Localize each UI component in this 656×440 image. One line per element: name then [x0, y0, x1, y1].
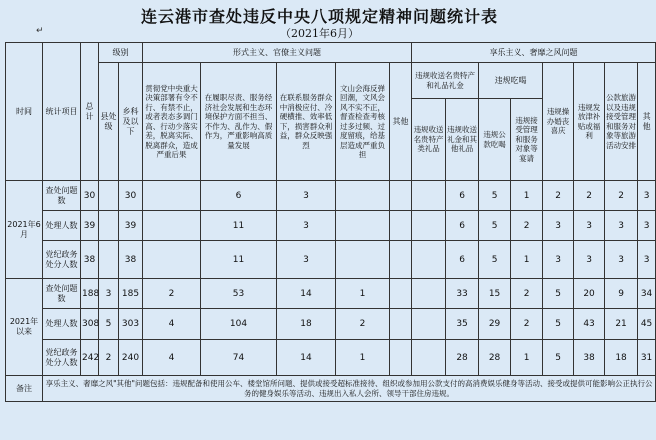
table-row	[6, 241, 656, 279]
header-eat-2: 违规接受管理和服务对象等宴请	[511, 99, 543, 181]
travel-cell: 21	[605, 309, 638, 340]
formalism-1-cell: 2	[143, 279, 201, 309]
travel-cell: 9	[605, 279, 638, 309]
header-eat-1: 违规公款吃喝	[479, 99, 511, 181]
header-formalism-other: 其他	[390, 63, 412, 181]
eat-2-cell: 2	[511, 211, 543, 241]
formalism-3-cell: 3	[277, 241, 336, 279]
wedding-cell: 3	[543, 241, 574, 279]
wedding-cell: 2	[543, 181, 574, 211]
formalism-4-cell	[336, 181, 390, 211]
formalism-other-cell	[390, 211, 412, 241]
total-cell: 39	[81, 211, 99, 241]
header-time: 时间	[6, 43, 43, 181]
hedonism-other-cell: 34	[638, 279, 656, 309]
eat-1-cell: 5	[479, 181, 511, 211]
header-gift-2: 违规收送礼金和其他礼品	[446, 99, 479, 181]
header-wedding: 违规操办婚丧喜庆	[543, 63, 574, 181]
county-level-cell	[99, 241, 119, 279]
formalism-4-cell: 1	[336, 279, 390, 309]
subsidy-cell: 3	[574, 241, 605, 279]
header-travel: 公款旅游以及违规接受管理和服务对象等旅游活动安排	[605, 63, 638, 181]
section-below-cell: 240	[119, 340, 143, 376]
formalism-3-cell: 14	[277, 340, 336, 376]
header-formalism-group: 形式主义、官僚主义问题	[143, 43, 412, 63]
eat-2-cell: 1	[511, 181, 543, 211]
header-formalism-1: 贯彻党中央重大决策部署有令不行、有禁不止，或者表态多调门高、行动少落实差，脱离实际、脱离群众，造成严重后果	[143, 63, 201, 181]
county-level-cell	[99, 181, 119, 211]
travel-cell: 3	[605, 211, 638, 241]
header-formalism-3: 在联系服务群众中消极应付、冷硬横推、效率低下，损害群众利益，群众反映强烈	[277, 63, 336, 181]
eat-1-cell: 5	[479, 241, 511, 279]
note-label: 备注	[6, 376, 43, 402]
gift-1-cell	[412, 309, 446, 340]
row-label: 处理人数	[43, 309, 81, 340]
formalism-2-cell: 6	[201, 181, 277, 211]
formalism-1-cell: 4	[143, 309, 201, 340]
formalism-1-cell	[143, 241, 201, 279]
total-cell: 242	[81, 340, 99, 376]
formalism-other-cell	[390, 181, 412, 211]
gift-2-cell: 6	[446, 241, 479, 279]
gift-2-cell: 6	[446, 181, 479, 211]
note-text: 享乐主义、奢靡之风"其他"问题包括：违规配备和使用公车、楼堂馆所问题、提供或接受超标准接待、组织或参加用公款支付的高消费娱乐健身等活动、接受或提供可能影响公正执行公务的健身娱乐等活动、违规出入私人会所、领导干部住房违规。	[43, 376, 656, 402]
table-row	[6, 181, 656, 211]
subsidy-cell: 3	[574, 211, 605, 241]
gift-2-cell: 6	[446, 211, 479, 241]
section-below-cell: 185	[119, 279, 143, 309]
gift-2-cell: 35	[446, 309, 479, 340]
header-county-level: 县处级	[99, 63, 119, 181]
county-level-cell: 5	[99, 309, 119, 340]
eat-2-cell: 2	[511, 309, 543, 340]
hedonism-other-cell: 3	[638, 241, 656, 279]
eat-1-cell: 15	[479, 279, 511, 309]
formalism-4-cell: 1	[336, 340, 390, 376]
total-cell: 30	[81, 181, 99, 211]
gift-1-cell	[412, 279, 446, 309]
total-cell: 308	[81, 309, 99, 340]
row-label: 查处问题数	[43, 279, 81, 309]
page-subtitle: （2021年6月）	[280, 27, 359, 40]
formalism-3-cell: 3	[277, 211, 336, 241]
table-row	[6, 340, 656, 376]
eat-1-cell: 29	[479, 309, 511, 340]
gift-1-cell	[412, 241, 446, 279]
formalism-1-cell	[143, 181, 201, 211]
eat-1-cell: 5	[479, 211, 511, 241]
formalism-3-cell: 14	[277, 279, 336, 309]
county-level-cell: 3	[99, 279, 119, 309]
hedonism-other-cell: 3	[638, 211, 656, 241]
hedonism-other-cell: 45	[638, 309, 656, 340]
table-row	[6, 211, 656, 241]
row-label: 党纪政务处分人数	[43, 241, 81, 279]
gift-1-cell	[412, 181, 446, 211]
header-total: 总计	[81, 43, 99, 181]
formalism-2-cell: 74	[201, 340, 277, 376]
county-level-cell: 2	[99, 340, 119, 376]
table-row	[6, 309, 656, 340]
period-cell: 2021年6月	[6, 181, 43, 279]
wedding-cell: 3	[543, 211, 574, 241]
row-label: 处理人数	[43, 211, 81, 241]
gift-1-cell	[412, 340, 446, 376]
section-below-cell: 38	[119, 241, 143, 279]
formalism-other-cell	[390, 309, 412, 340]
header-hedonism-other: 其他	[638, 63, 656, 181]
statistics-table	[5, 42, 656, 402]
subsidy-cell: 20	[574, 279, 605, 309]
row-label: 党纪政务处分人数	[43, 340, 81, 376]
table-row	[6, 279, 656, 309]
section-below-cell: 303	[119, 309, 143, 340]
travel-cell: 2	[605, 181, 638, 211]
gift-2-cell: 28	[446, 340, 479, 376]
formalism-2-cell: 104	[201, 309, 277, 340]
formalism-2-cell: 11	[201, 211, 277, 241]
formalism-4-cell: 2	[336, 309, 390, 340]
subsidy-cell: 2	[574, 181, 605, 211]
gift-1-cell	[412, 211, 446, 241]
header-eat-group: 违规吃喝	[479, 63, 543, 99]
header-gift-group: 违规收送名贵特产和礼品礼金	[412, 63, 479, 99]
eat-1-cell: 28	[479, 340, 511, 376]
subsidy-cell: 38	[574, 340, 605, 376]
section-below-cell: 39	[119, 211, 143, 241]
total-cell: 38	[81, 241, 99, 279]
formalism-other-cell	[390, 279, 412, 309]
formalism-2-cell: 53	[201, 279, 277, 309]
group-since-2021	[6, 279, 656, 376]
formalism-1-cell: 4	[143, 340, 201, 376]
header-stat-item: 统计项目	[43, 43, 81, 181]
formalism-other-cell	[390, 241, 412, 279]
subsidy-cell: 43	[574, 309, 605, 340]
gift-2-cell: 33	[446, 279, 479, 309]
formalism-1-cell	[143, 211, 201, 241]
formalism-3-cell: 3	[277, 181, 336, 211]
row-label: 查处问题数	[43, 181, 81, 211]
formalism-other-cell	[390, 340, 412, 376]
header-subsidy: 违规发放津补贴或福利	[574, 63, 605, 181]
group-june	[6, 181, 656, 279]
wedding-cell: 5	[543, 340, 574, 376]
header-formalism-4: 文山会海反弹回潮，文风会风不实不正，督查检查考核过多过频、过度留痕，给基层造成严重负担	[336, 63, 390, 181]
hedonism-other-cell: 3	[638, 181, 656, 211]
eat-2-cell: 1	[511, 241, 543, 279]
total-cell: 188	[81, 279, 99, 309]
page-title: 连云港市查处违反中央八项规定精神问题统计表	[140, 7, 498, 26]
formalism-4-cell	[336, 241, 390, 279]
paragraph-mark-icon: ↵	[36, 26, 44, 36]
header-gift-1: 违规收送名贵特产类礼品	[412, 99, 446, 181]
travel-cell: 3	[605, 241, 638, 279]
wedding-cell: 5	[543, 279, 574, 309]
eat-2-cell: 2	[511, 279, 543, 309]
period-cell: 2021年以来	[6, 279, 43, 376]
note-row	[6, 376, 656, 402]
section-below-cell: 30	[119, 181, 143, 211]
county-level-cell	[99, 211, 119, 241]
header-formalism-2: 在履职尽责、服务经济社会发展和生态环境保护方面不担当、不作为、乱作为、假作为，严重影响高质量发展	[201, 63, 277, 181]
eat-2-cell: 1	[511, 340, 543, 376]
wedding-cell: 5	[543, 309, 574, 340]
formalism-4-cell	[336, 211, 390, 241]
header-level: 级别	[99, 43, 143, 63]
header-section-below: 乡科及以下	[119, 63, 143, 181]
formalism-2-cell: 11	[201, 241, 277, 279]
travel-cell: 18	[605, 340, 638, 376]
formalism-3-cell: 18	[277, 309, 336, 340]
header-hedonism-group: 享乐主义、奢靡之风问题	[412, 43, 656, 63]
hedonism-other-cell: 31	[638, 340, 656, 376]
